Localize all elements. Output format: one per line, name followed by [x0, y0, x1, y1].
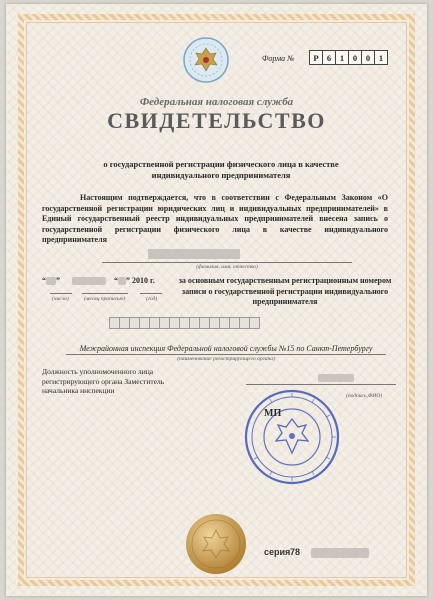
- gold-seal-icon: [184, 512, 248, 576]
- signature-underline: [246, 384, 396, 385]
- emblem-icon: [182, 36, 230, 84]
- ogrnip-number-boxes: [110, 317, 260, 329]
- form-digit: 6: [322, 50, 336, 65]
- document-title: СВИДЕТЕЛЬСТВО: [107, 108, 326, 133]
- form-digit: 0: [348, 50, 362, 65]
- redacted-year-prefix: [118, 277, 126, 285]
- agency-name: Федеральная налоговая служба: [139, 96, 294, 108]
- signature-caption: (подпись,ФИО): [346, 393, 383, 399]
- body-text: Настоящим подтверждается, что в соответствии с Федеральным Законом «О государственной регистрации юридических лиц и индивидуальных предпринимателей» в Единый государственный реестр индивидуальных предпринимателей внесена запись о государственной регистрации физического лица в качестве индивидуального предпринимателя: [42, 193, 388, 244]
- authority-caption: (наименование регистрирующего органа): [177, 356, 275, 362]
- certificate-sheet: [6, 4, 427, 596]
- form-number-label: Форма №: [262, 54, 295, 63]
- redacted-serial: [311, 548, 369, 558]
- form-digit: 0: [361, 50, 375, 65]
- name-underline: [102, 262, 352, 263]
- year-suffix: г.: [150, 276, 155, 285]
- redacted-name: [148, 249, 240, 259]
- form-digit: 1: [374, 50, 388, 65]
- year-underline: [140, 293, 162, 294]
- form-number-boxes: [310, 50, 388, 65]
- stamp-label: МП: [264, 408, 282, 419]
- series-label: серия: [264, 547, 291, 557]
- month-underline: [82, 293, 128, 294]
- month-caption: (месяц прописью): [84, 296, 126, 302]
- form-digit: Р: [309, 50, 323, 65]
- redacted-day: [46, 277, 56, 285]
- authority-underline: [66, 354, 386, 355]
- registering-authority: Межрайонная инспекция Федеральной налоговой службы №15 по Санкт-Петербургу: [79, 344, 373, 353]
- series-number: 78: [290, 547, 301, 557]
- redacted-signature-name: [318, 374, 354, 382]
- redacted-month: [72, 277, 106, 285]
- day-underline: [50, 293, 72, 294]
- year-caption: (год): [146, 296, 158, 302]
- registration-text: за основным государственным регистрационным номером записи о государственной регистрации индивидуального предпринимателя: [178, 276, 392, 306]
- day-caption: (число): [52, 296, 69, 302]
- official-position: Должность уполномоченного лица регистрирующего органа Заместитель начальника инспекции: [42, 367, 165, 395]
- registration-date: “ ” “ ” 2010 г.: [42, 276, 155, 285]
- official-stamp-icon: [242, 387, 342, 487]
- document-subtitle: о государственной регистрации физического лица в качестве индивидуального предпринимателя: [103, 159, 339, 180]
- form-digit: 1: [335, 50, 349, 65]
- year-fragment: 2010: [132, 276, 148, 285]
- certificate-body: [42, 193, 388, 246]
- name-caption: (фамилия, имя, отчество): [196, 264, 258, 270]
